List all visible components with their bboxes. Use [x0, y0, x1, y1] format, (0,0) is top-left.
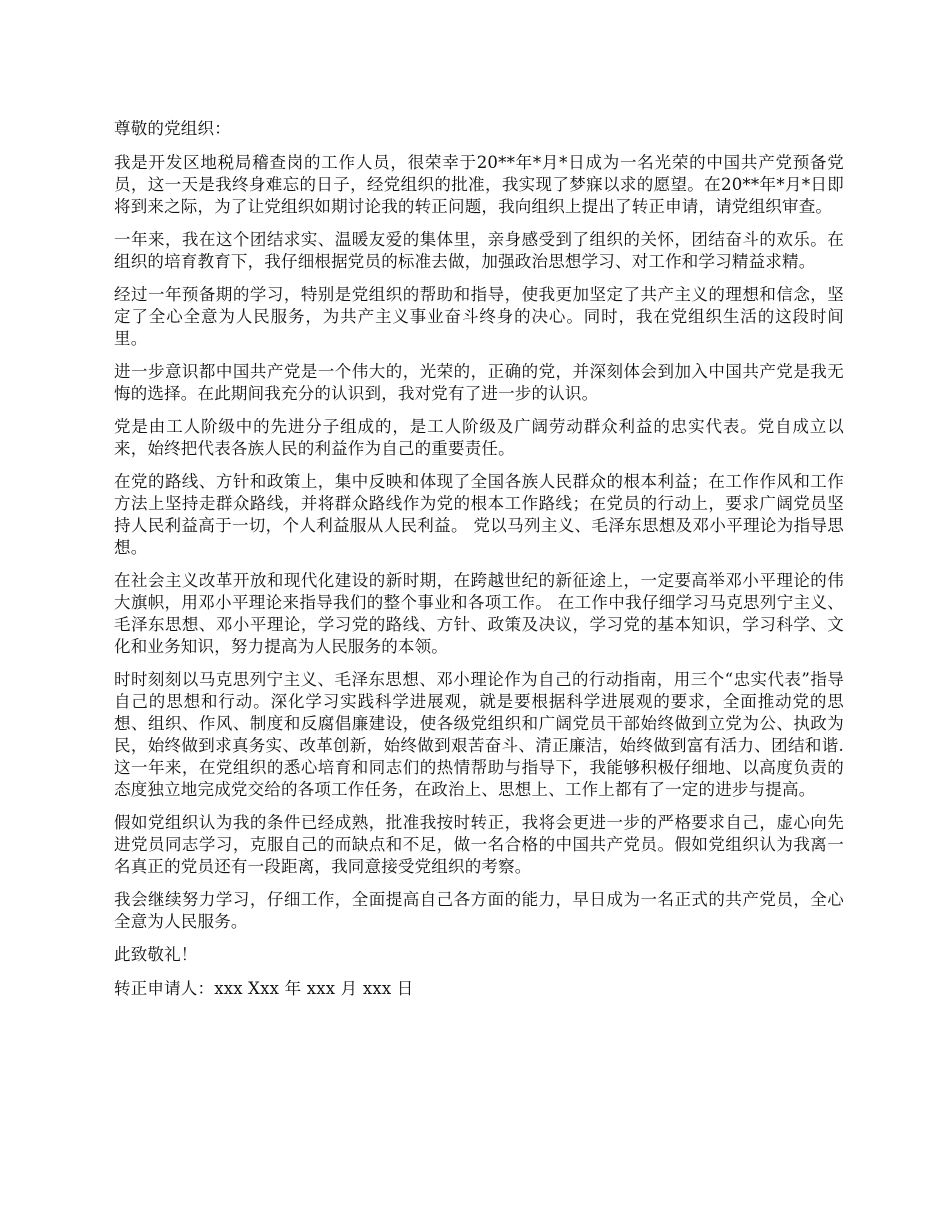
- paragraph-9: 假如党组织认为我的条件已经成熟，批准我按时转正，我将会更进一步的严格要求自己，虚心向先进党员同志学习，克服自己的而缺点和不足，做一名合格的中国共产党员。假如党组织认为我离一名真正的党员还有一段距离，我同意接受党组织的考察。: [114, 813, 844, 876]
- paragraph-8: 时时刻刻以马克思列宁主义、毛泽东思想、邓小理论作为自己的行动指南，用三个“忠实代表”指导自己的思想和行动。深化学习实践科学进展观，就是要根据科学进展观的要求，全面推动党的思想、组织、作风、制度和反腐倡廉建设，使各级党组织和广阔党员干部始终做到立党为公、执政为民，始终做到求真务实、改革创新，始终做到艰苦奋斗、清正廉洁，始终做到富有活力、团结和谐.这一年来，在党组织的悉心培育和同志们的热情帮助与指导下，我能够积极仔细地、以高度负责的态度独立地完成党交给的各项工作任务，在政治上、思想上、工作上都有了一定的进步与提高。: [114, 670, 844, 799]
- closing: 此致敬礼！: [114, 945, 198, 964]
- salutation: 尊敬的党组织：: [114, 119, 231, 138]
- paragraph-1: 我是开发区地税局稽查岗的工作人员，很荣幸于20**年*月*日成为一名光荣的中国共产党预备党员，这一天是我终身难忘的日子，经党组织的批准，我实现了梦寐以求的愿望。在20**年*月*日即将到来之际，为了让党组织如期讨论我的转正问题，我向组织上提出了转正申请，请党组织审查。: [114, 153, 844, 216]
- document-body: [114, 118, 844, 1012]
- paragraph-5: 党是由工人阶级中的先进分子组成的，是工人阶级及广阔劳动群众利益的忠实代表。党自成立以来，始终把代表各族人民的利益作为自己的重要责任。: [114, 417, 844, 458]
- paragraph-4: 进一步意识都中国共产党是一个伟大的，光荣的，正确的党，并深刻体会到加入中国共产党是我无悔的选择。在此期间我充分的认识到，我对党有了进一步的认识。: [114, 362, 844, 403]
- paragraph-6: 在党的路线、方针和政策上，集中反映和体现了全国各族人民群众的根本利益；在工作作风和工作方法上坚持走群众路线，并将群众路线作为党的根本工作路线；在党员的行动上，要求广阔党员坚持人民利益高于一切，个人利益服从人民利益。 党以马列主义、毛泽东思想及邓小平理论为指导思想。: [114, 472, 844, 557]
- paragraph-7: 在社会主义改革开放和现代化建设的新时期，在跨越世纪的新征途上，一定要高举邓小平理论的伟大旗帜，用邓小平理论来指导我们的整个事业和各项工作。 在工作中我仔细学习马克思列宁主义、毛泽东思想、邓小平理论，学习党的路线、方针、政策及决议，学习党的基本知识，学习科学、文化和业务知识，努力提高为人民服务的本领。: [114, 571, 844, 656]
- paragraph-10: 我会继续努力学习，仔细工作，全面提高自己各方面的能力，早日成为一名正式的共产党员，全心全意为人民服务。: [114, 890, 844, 931]
- paragraph-2: 一年来，我在这个团结求实、温暖友爱的集体里，亲身感受到了组织的关怀，团结奋斗的欢乐。在组织的培育教育下，我仔细根据党员的标准去做，加强政治思想学习、对工作和学习精益求精。: [114, 230, 844, 271]
- signature-line: 转正申请人：xxx Xxx 年 xxx 月 xxx 日: [114, 979, 414, 998]
- paragraph-3: 经过一年预备期的学习，特别是党组织的帮助和指导，使我更加坚定了共产主义的理想和信念，坚定了全心全意为人民服务，为共产主义事业奋斗终身的决心。同时，我在党组织生活的这段时间里。: [114, 285, 844, 348]
